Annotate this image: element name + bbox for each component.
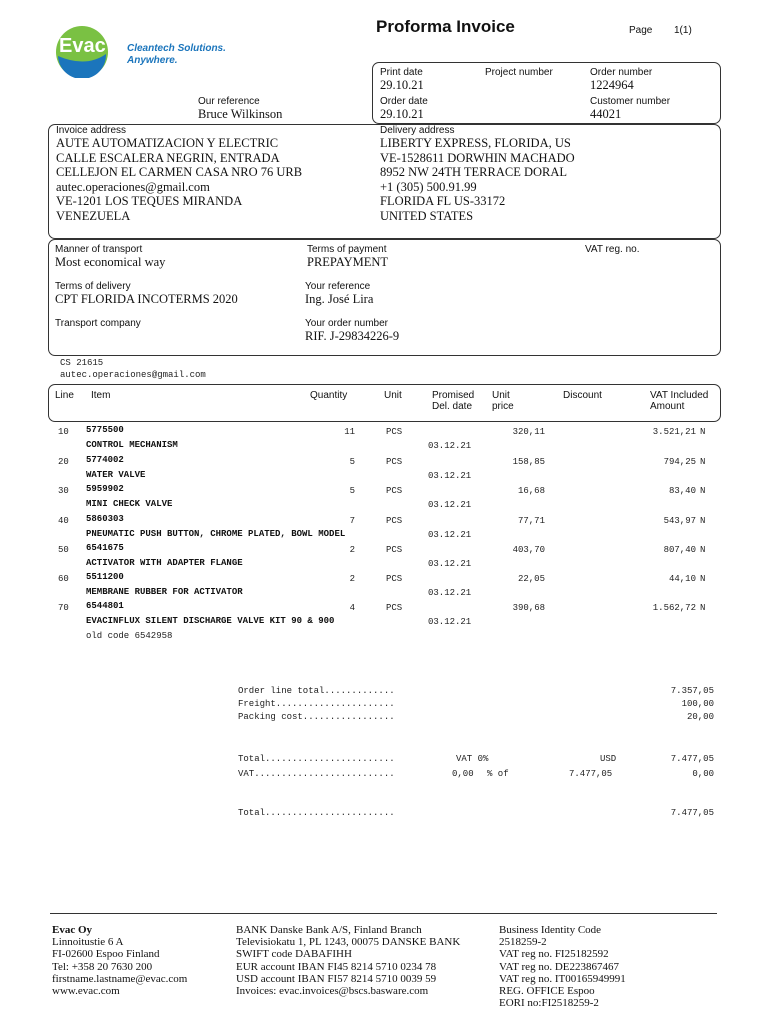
col-item: Item (91, 390, 111, 401)
row-qty: 2 (349, 574, 355, 584)
row-line: 70 (58, 603, 69, 613)
col-unit-price (492, 390, 514, 412)
footer-reg-line: 2518259-2 (499, 936, 547, 949)
footer-bank-line: SWIFT code DABAFIHH (236, 948, 352, 961)
row-item: 5774002 (86, 454, 124, 465)
grand-total-label: Total........................ (238, 808, 395, 818)
row-date: 03.12.21 (428, 559, 472, 569)
row-amount: 543,97 (663, 515, 696, 526)
table-row (0, 601, 768, 630)
row-amount: 807,40 (663, 545, 696, 555)
row-qty: 2 (349, 545, 355, 555)
col-promised-line1: Promised (432, 390, 475, 401)
print-date: 29.10.21 (380, 78, 424, 92)
packing-value: 20,00 (686, 712, 714, 722)
invoice-address-line: CELLEJON EL CARMEN CASA NRO 76 URB (56, 165, 303, 180)
delivery-address-line: 8952 NW 24TH TERRACE DORAL (380, 165, 568, 180)
footer-company-line: Tel: +358 20 7630 200 (52, 960, 153, 973)
your-reference-value: Ing. José Lira (305, 292, 374, 306)
vat-base: 7.477,05 (569, 769, 613, 779)
col-line: Line (55, 390, 74, 401)
vat-rate: VAT 0% (456, 754, 489, 764)
footer-reg-line: EORI no:FI2518259-2 (499, 997, 599, 1010)
row-qty: 5 (349, 456, 355, 467)
footer-reg-line: Business Identity Code (499, 924, 602, 936)
row-unit: PCS (386, 545, 403, 555)
your-reference-label: Your reference (305, 281, 371, 292)
table-row (0, 425, 768, 454)
footer-company-name: Evac Oy (52, 924, 93, 936)
order-number-label: Order number (590, 67, 653, 78)
invoice-address-label: Invoice address (56, 125, 127, 136)
delivery-terms-value: CPT FLORIDA INCOTERMS 2020 (55, 292, 238, 306)
row-date: 03.12.21 (428, 441, 472, 451)
row-qty: 11 (344, 427, 355, 437)
row-unit: PCS (386, 515, 403, 526)
delivery-address-line: VE-1528611 DORWHIN MACHADO (380, 150, 575, 165)
table-row (0, 514, 768, 543)
footer-company-line: www.evac.com (52, 985, 120, 998)
table-row (0, 572, 768, 601)
order-line-total: 7.357,05 (670, 686, 714, 696)
order-number: 1224964 (590, 78, 634, 92)
row-date: 03.12.21 (428, 529, 472, 540)
row-extra-note: old code 6542958 (86, 631, 173, 641)
transport-company-label: Transport company (55, 318, 141, 329)
project-number-label: Project number (485, 67, 553, 78)
footer-bank-line: USD account IBAN FI57 8214 5710 0039 59 (236, 972, 437, 985)
row-unit: PCS (386, 603, 403, 613)
row-line: 10 (58, 427, 69, 437)
col-unit-price-line2: price (492, 401, 514, 412)
note-line: autec.operaciones@gmail.com (60, 370, 206, 380)
row-flag: N (700, 574, 706, 584)
order-date-label: Order date (380, 96, 428, 107)
freight-label: Freight...................... (238, 699, 395, 709)
print-date-label: Print date (380, 67, 423, 78)
order-date: 29.10.21 (380, 107, 424, 121)
row-item: 6544801 (86, 601, 124, 611)
row-qty: 4 (349, 603, 355, 613)
col-unit: Unit (384, 390, 402, 401)
row-desc: ACTIVATOR WITH ADAPTER FLANGE (86, 558, 243, 568)
col-vat-amount (650, 390, 708, 412)
row-price: 158,85 (512, 456, 545, 467)
your-order-label: Your order number (305, 318, 389, 329)
row-unit: PCS (386, 574, 403, 584)
table-row (0, 455, 768, 484)
document-title: Proforma Invoice (376, 17, 515, 36)
tagline-1: Cleantech Solutions. (127, 43, 226, 54)
footer-bank-line: Televisiokatu 1, PL 1243, 00075 DANSKE BANK (236, 936, 461, 949)
row-flag: N (700, 603, 706, 613)
our-reference: Bruce Wilkinson (198, 107, 283, 121)
row-qty: 5 (349, 486, 355, 496)
row-item: 5959902 (86, 484, 124, 494)
footer-reg-line: REG. OFFICE Espoo (499, 985, 595, 998)
our-reference-label: Our reference (198, 96, 260, 107)
row-price: 403,70 (512, 545, 545, 555)
delivery-address-line: LIBERTY EXPRESS, FLORIDA, US (380, 136, 571, 150)
col-vat-line2: Amount (650, 401, 685, 412)
delivery-address (380, 136, 575, 224)
row-desc: MEMBRANE RUBBER FOR ACTIVATOR (86, 587, 243, 597)
row-item: 5511200 (86, 572, 124, 582)
page-value: 1(1) (674, 25, 692, 36)
row-unit: PCS (386, 456, 403, 467)
row-price: 22,05 (517, 574, 545, 584)
total-label: Total........................ (238, 754, 395, 764)
currency: USD (600, 754, 617, 764)
transport-value: Most economical way (55, 255, 166, 269)
your-order-value: RIF. J-29834226-9 (305, 329, 400, 343)
delivery-address-line: +1 (305) 500.91.99 (380, 179, 477, 194)
payment-value: PREPAYMENT (307, 255, 389, 269)
total-value: 7.477,05 (670, 754, 714, 764)
row-flag: N (700, 545, 706, 555)
customer-number-label: Customer number (590, 96, 671, 107)
row-desc: MINI CHECK VALVE (86, 499, 173, 509)
footer-bank-line: EUR account IBAN FI45 8214 5710 0234 78 (236, 960, 437, 973)
row-amount: 3.521,21 (652, 427, 696, 437)
row-amount: 794,25 (663, 456, 696, 467)
page-label: Page (629, 25, 653, 36)
col-promised (432, 390, 474, 412)
transport-label: Manner of transport (55, 244, 143, 255)
col-unit-price-line1: Unit (492, 390, 510, 401)
row-price: 320,11 (512, 427, 545, 437)
footer-bank-line: Invoices: evac.invoices@bscs.basware.com (236, 985, 429, 998)
payment-label: Terms of payment (307, 244, 387, 255)
row-price: 77,71 (517, 515, 545, 526)
footer-reg-line: VAT reg no. DE223867467 (499, 960, 619, 973)
vat-amount-base: 0,00 (452, 769, 474, 779)
row-flag: N (700, 456, 706, 467)
vat-value: 0,00 (692, 769, 714, 779)
row-desc: EVACINFLUX SILENT DISCHARGE VALVE KIT 90 & 900 (86, 616, 335, 626)
delivery-address-label: Delivery address (380, 125, 455, 136)
packing-label: Packing cost................. (238, 712, 395, 722)
col-promised-line2: Del. date (432, 401, 473, 412)
table-row (0, 484, 768, 513)
row-desc: WATER VALVE (86, 469, 146, 480)
row-price: 16,68 (517, 486, 545, 496)
delivery-address-line: UNITED STATES (380, 208, 474, 223)
row-price: 390,68 (512, 603, 545, 613)
vat-label: VAT.......................... (238, 769, 395, 779)
row-date: 03.12.21 (428, 588, 472, 598)
table-row (0, 543, 768, 572)
footer-company (52, 924, 187, 997)
row-item: 5860303 (86, 513, 124, 524)
grand-total: 7.477,05 (670, 808, 714, 818)
footer-reg-line: VAT reg no. FI25182592 (499, 948, 609, 961)
row-item: 6541675 (86, 543, 124, 553)
order-line-total-label: Order line total............. (238, 686, 395, 696)
evac-logo (52, 26, 232, 78)
percent-of: % of (487, 769, 509, 779)
col-quantity: Quantity (310, 390, 348, 401)
vat-reg-label: VAT reg. no. (585, 244, 640, 255)
row-line: 50 (58, 545, 69, 555)
row-flag: N (700, 427, 706, 437)
row-amount: 1.562,72 (652, 603, 696, 613)
row-date: 03.12.21 (428, 500, 472, 510)
row-desc: PNEUMATIC PUSH BUTTON, CHROME PLATED, BOWL MODEL (86, 528, 346, 539)
row-amount: 83,40 (668, 486, 696, 496)
invoice-address-line: CALLE ESCALERA NEGRIN, ENTRADA (56, 150, 280, 165)
logo-text: Evac (59, 35, 106, 57)
row-date: 03.12.21 (428, 617, 472, 627)
row-amount: 44,10 (668, 574, 696, 584)
invoice-address-line: VE-1201 LOS TEQUES MIRANDA (56, 194, 243, 209)
row-unit: PCS (386, 486, 403, 496)
invoice-address-line: VENEZUELA (56, 208, 131, 223)
col-discount: Discount (563, 390, 602, 401)
footer-bank (236, 924, 460, 997)
row-item: 5775500 (86, 425, 124, 435)
footer-company-line: firstname.lastname@evac.com (52, 972, 188, 985)
row-desc: CONTROL MECHANISM (86, 440, 178, 450)
row-qty: 7 (349, 515, 355, 526)
footer-bank-line: BANK Danske Bank A/S, Finland Branch (236, 924, 422, 936)
row-line: 30 (58, 486, 69, 496)
row-line: 20 (58, 456, 69, 467)
customer-number: 44021 (590, 107, 622, 121)
delivery-terms-label: Terms of delivery (55, 281, 131, 292)
footer-company-line: FI-02600 Espoo Finland (52, 948, 160, 961)
col-vat-line1: VAT Included (650, 390, 709, 401)
row-unit: PCS (386, 427, 403, 437)
invoice-address (56, 136, 302, 224)
footer-reg-line: VAT reg no. IT00165949991 (499, 972, 626, 985)
footer-divider (50, 913, 717, 914)
row-line: 40 (58, 515, 69, 526)
row-line: 60 (58, 574, 69, 584)
invoice-address-line: autec.operaciones@gmail.com (56, 179, 210, 194)
freight-value: 100,00 (681, 699, 714, 709)
tagline-2: Anywhere. (127, 55, 178, 66)
footer-company-line: Linnoitustie 6 A (52, 936, 124, 949)
row-date: 03.12.21 (428, 470, 472, 481)
delivery-address-line: FLORIDA FL US-33172 (380, 194, 506, 209)
row-flag: N (700, 486, 706, 496)
footer-registration (499, 924, 626, 1009)
row-flag: N (700, 515, 706, 526)
invoice-address-line: AUTE AUTOMATIZACION Y ELECTRIC (56, 136, 279, 150)
note-line: CS 21615 (60, 358, 104, 368)
